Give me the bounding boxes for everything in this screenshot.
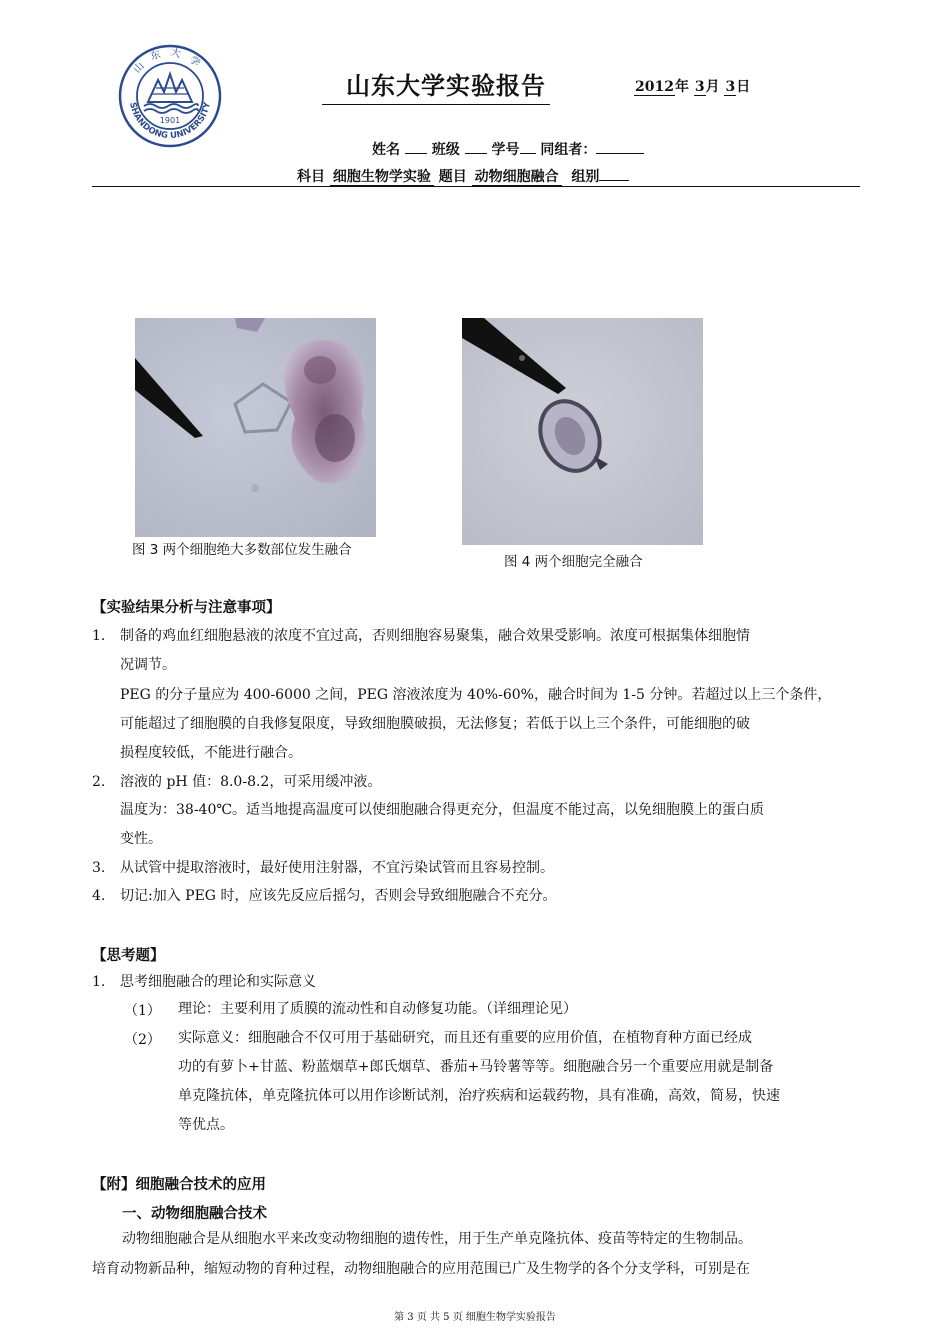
appendix-paragraph-line-1: 动物细胞融合是从细胞水平来改变动物细胞的遗传性，用于生产单克隆抗体、疫苗等特定的生物制品。 <box>122 1231 752 1247</box>
logo-english-name: SHANDONG UNIVERSITY <box>127 101 213 142</box>
partner-label: 同组者： <box>540 142 597 158</box>
analysis-item-number: 1. <box>92 628 106 644</box>
topic-value: 动物细胞融合 <box>472 169 562 186</box>
figure-4-micrograph <box>462 318 703 545</box>
date-day: 3 <box>725 79 736 95</box>
sub-item-2-number: （2） <box>124 1032 161 1048</box>
month-unit: 月 <box>705 79 720 95</box>
date-month: 3 <box>694 79 705 95</box>
sub-item-2-line-2: 功的有萝卜+甘蓝、粉蓝烟草+郎氏烟草、番茄+马铃薯等等。细胞融合另一个重要应用就是制备 <box>178 1059 774 1075</box>
date-year: 2012 <box>635 79 674 95</box>
figure-3-micrograph <box>135 318 376 537</box>
logo-chinese-name: 山东大学 <box>131 47 209 76</box>
analysis-temperature-line-2: 变性。 <box>120 831 162 847</box>
analysis-peg-line-2: 可能超过了细胞膜的自我修复限度，导致细胞膜破损，无法修复；若低于以上三个条件，可能细胞的破 <box>120 716 750 732</box>
analysis-item-4-line-1: 切记:加入 PEG 时，应该先反应后摇匀，否则会导致细胞融合不充分。 <box>120 888 557 904</box>
analysis-item-2-line-1: 溶液的 pH 值：8.0-8.2，可采用缓冲液。 <box>120 774 382 790</box>
sub-item-2-line-1: 实际意义：细胞融合不仅可用于基础研究，而且还有重要的应用价值，在植物育种方面已经成 <box>178 1030 752 1046</box>
analysis-peg-line-3: 损程度较低，不能进行融合。 <box>120 745 302 761</box>
sub-item-1-line-1: 理论：主要利用了质膜的流动性和自动修复功能。（详细理论见） <box>178 1001 577 1017</box>
group-label: 组别 <box>571 169 600 185</box>
report-title: 山东大学实验报告 <box>322 66 550 105</box>
class-label: 班级 <box>431 142 460 158</box>
topic-label: 题目 <box>438 169 467 185</box>
header-divider <box>92 186 860 187</box>
appendix-sub-heading: 一、动物细胞融合技术 <box>122 1206 267 1222</box>
group-blank <box>599 166 629 181</box>
partner-blank <box>596 139 644 154</box>
sub-item-2-line-3: 单克隆抗体，单克隆抗体可以用作诊断试剂，治疗疾病和运载药物，具有准确，高效，简易，快速 <box>178 1088 780 1104</box>
report-date <box>634 76 750 96</box>
name-blank <box>405 139 427 154</box>
sub-item-1-number: （1） <box>124 1003 161 1019</box>
analysis-item-1-line-1: 制备的鸡血红细胞悬液的浓度不宜过高，否则细胞容易聚集，融合效果受影响。浓度可根据集体细胞情 <box>120 628 750 644</box>
name-label: 姓名 <box>372 142 400 158</box>
day-unit: 日 <box>736 79 751 95</box>
analysis-item-number: 3. <box>92 860 106 876</box>
analysis-item-3-line-1: 从试管中提取溶液时，最好使用注射器，不宜污染试管而且容易控制。 <box>120 860 554 876</box>
questions-heading: 【思考题】 <box>92 948 165 964</box>
question-1-number: 1. <box>92 974 106 990</box>
subject-value: 细胞生物学实验 <box>330 169 434 186</box>
figure-4-caption: 图 4 两个细胞完全融合 <box>504 554 643 570</box>
student-id-blank <box>520 139 536 154</box>
sub-item-2-line-4: 等优点。 <box>178 1117 234 1133</box>
appendix-paragraph-line-2: 培育动物新品种，缩短动物的育种过程，动物细胞融合的应用范围已广及生物学的各个分支学科，可别是在 <box>92 1261 750 1277</box>
analysis-heading: 【实验结果分析与注意事项】 <box>92 600 281 616</box>
question-1-text: 思考细胞融合的理论和实际意义 <box>120 974 316 990</box>
student-id-label: 学号 <box>491 142 520 158</box>
analysis-item-number: 4. <box>92 888 106 904</box>
page-footer: 第 3 页 共 5 页 细胞生物学实验报告 <box>394 1312 556 1323</box>
analysis-item-1-line-2: 况调节。 <box>120 657 176 673</box>
analysis-temperature-line-1: 温度为：38-40℃。适当地提高温度可以使细胞融合得更充分，但温度不能过高，以免细胞膜上的蛋白质 <box>120 802 765 818</box>
figure-3-caption: 图 3 两个细胞绝大多数部位发生融合 <box>132 542 352 558</box>
analysis-peg-line-1: PEG 的分子量应为 400-6000 之间，PEG 溶液浓度为 40%-60%，融合时间为 1-5 分钟。若超过以上三个条件， <box>120 687 832 703</box>
year-unit: 年 <box>674 79 689 95</box>
appendix-heading: 【附】细胞融合技术的应用 <box>92 1177 266 1193</box>
university-logo <box>118 44 222 148</box>
course-info-line <box>297 166 629 186</box>
logo-year: 1901 <box>159 116 181 125</box>
analysis-item-number: 2. <box>92 774 106 790</box>
class-blank <box>465 139 487 154</box>
subject-label: 科目 <box>297 169 325 185</box>
student-info-line <box>372 139 644 159</box>
